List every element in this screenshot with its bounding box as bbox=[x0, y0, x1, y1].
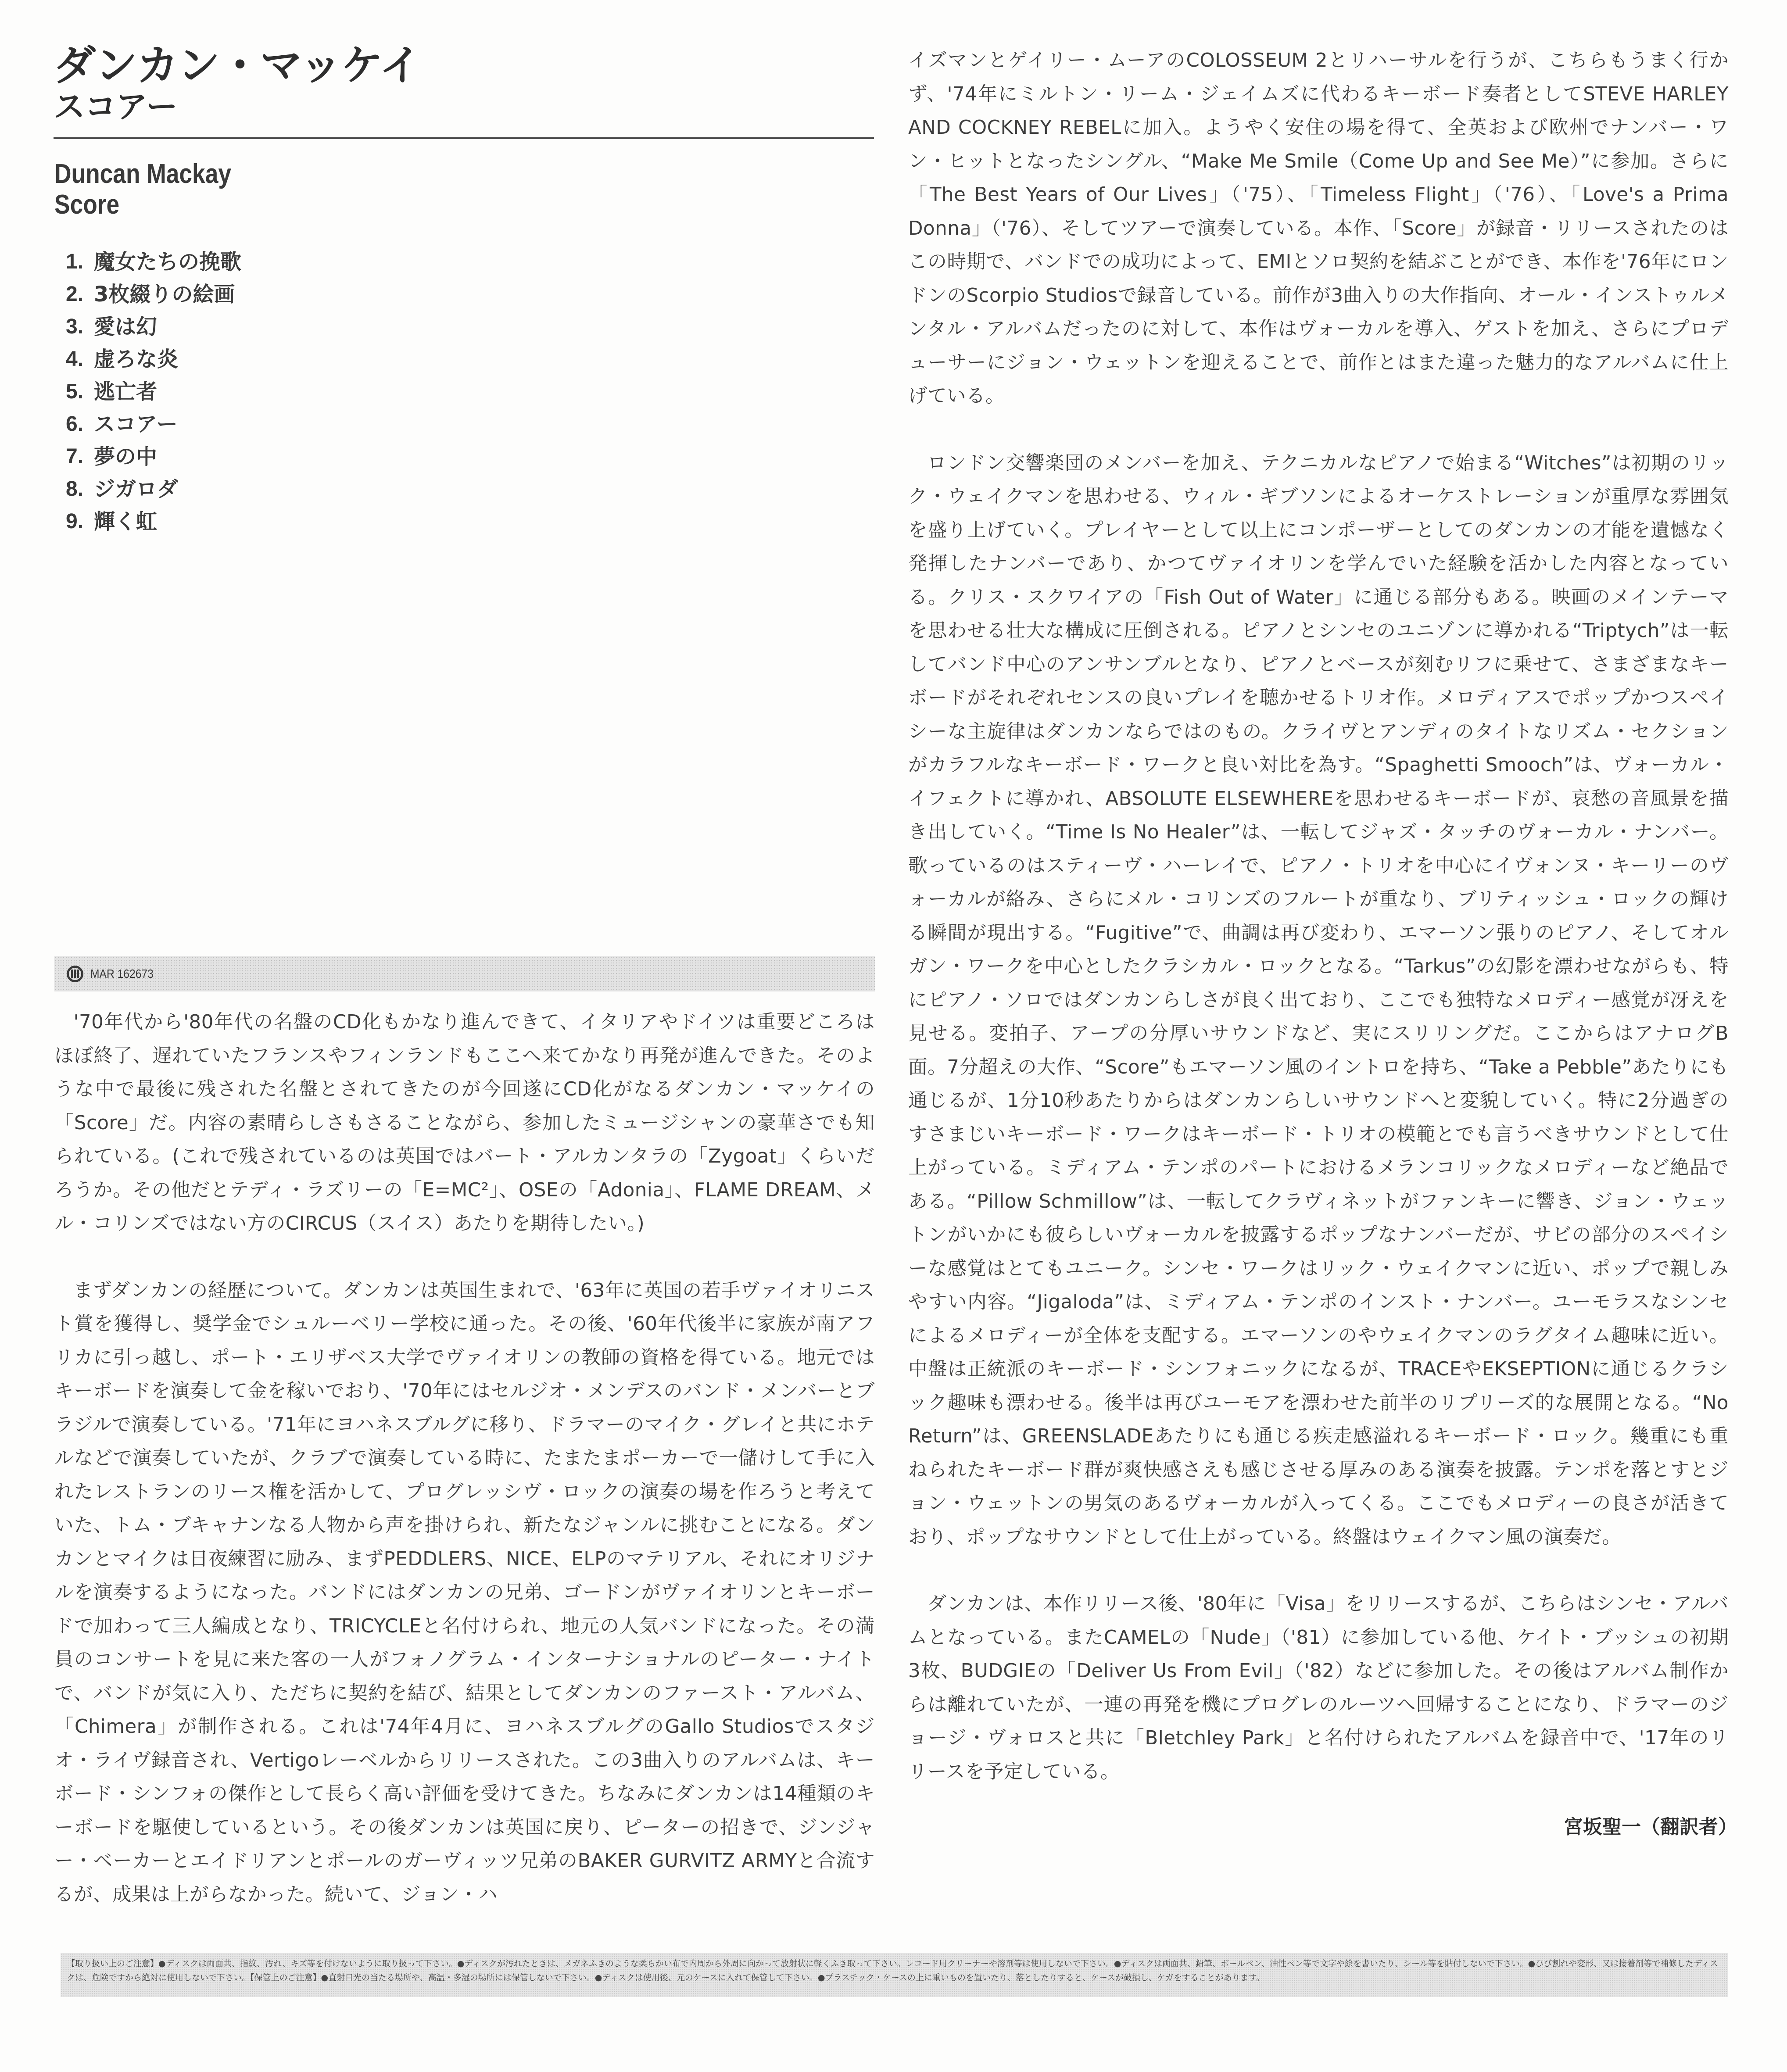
record-label-logo-icon bbox=[67, 966, 83, 982]
track-title: 虚ろな炎 bbox=[94, 347, 179, 372]
liner-paragraph: まずダンカンの経歴について。ダンカンは英国生まれで、'63年に英国の若手ヴァイオリニスト賞を獲得し、奨学金でシュルーベリー学校に通った。その後、'60年代後半に家族が南アフリカに引っ越し、ポート・エリザベス大学でヴァイオリンの教師の資格を得ている。地元ではキーボードを演奏して金を稼いでおり、'70年にはセルジオ・メンデスのバンド・メンバーとブラジルで演奏している。'71年にヨハネスブルグに移り、ドラマーのマイク・グレイと共にホテルなどで演奏していたが、クラブで演奏している時に、たまたまポーカーで一儲けして手に入れたレストランのリース権を活かして、プログレッシヴ・ロックの演奏の場を作ろうと考えていた、トム・ブキャナンなる人物から声を掛けられ、新たなジャンルに挑むことになる。ダンカンとマイクは日夜練習に励み、まずPEDDLERS、NICE、ELPのマテリアル、それにオリジナルを演奏するようになった。バンドにはダンカンの兄弟、ゴードンがヴァイオリンとキーボードで加わって三人編成となり、TRICYCLEと名付けられ、地元の人気バンドになった。その満員のコンサートを見に来た客の一人がフォノグラム・インターナショナルのピーター・ナイトで、バンドが気に入り、ただちに契約を結び、結果としてダンカンのファースト・アルバム、「Chimera」が制作される。これは'74年4月に、ヨハネスブルグのGallo Studiosでスタジオ・ライヴ録音され、Vertigoレーベルからリリースされた。この3曲入りのアルバムは、キーボード・シンフォの傑作として長らく高い評価を受けてきた。ちなみにダンカンは14種類のキーボードを駆使しているという。その後ダンカンは英国に戻り、ピーターの招きで、ジンジャー・ベーカーとエイドリアンとポールのガーヴィッツ兄弟のBAKER GURVITZ ARMYと合流するが、成果は上がらなかった。続いて、ジョン・ハ bbox=[54, 1279, 875, 1906]
track-title: 魔女たちの挽歌 bbox=[94, 250, 242, 274]
track-item bbox=[66, 246, 241, 278]
catalog-bar bbox=[54, 956, 875, 991]
english-title-block bbox=[54, 159, 231, 220]
track-number: 4. bbox=[66, 347, 84, 371]
liner-paragraph: ダンカンは、本作リリース後、'80年に「Visa」をリリースするが、こちらはシンセ・アルバムとなっている。またCAMELの「Nude」（'81）に参加している他、ケイト・ブッシュの初期3枚、BUDGIEの「Deliver Us From Evil」（'82）などに参加した。その後はアルバム制作からは離れていたが、一連の再発を機にプログレのルーツへ回帰することになり、ドラマーのジョージ・ヴォロスと共に「Bletchley Park」と名付けられたアルバムを録音中で、'17年のリリースを予定している。 bbox=[908, 1593, 1729, 1783]
track-item bbox=[66, 343, 241, 376]
artist-title-japanese: ダンカン・マッケイ bbox=[54, 41, 421, 90]
track-item bbox=[66, 473, 241, 505]
track-item bbox=[66, 408, 241, 440]
track-title: 3枚綴りの絵画 bbox=[94, 282, 235, 307]
track-item bbox=[66, 440, 241, 473]
liner-notes-right-column bbox=[908, 44, 1729, 1789]
track-title: 夢の中 bbox=[94, 444, 158, 469]
track-number: 3. bbox=[66, 315, 84, 338]
liner-notes-left-column bbox=[54, 1006, 875, 1911]
track-number: 8. bbox=[66, 477, 84, 501]
track-item bbox=[66, 505, 241, 538]
handling-notice-bar bbox=[61, 1953, 1728, 1997]
tracklist bbox=[66, 246, 241, 538]
track-title: 輝く虹 bbox=[94, 509, 158, 534]
catalog-number: MAR 162673 bbox=[90, 967, 154, 981]
track-title: 逃亡者 bbox=[94, 379, 158, 404]
liner-paragraph: ロンドン交響楽団のメンバーを加え、テクニカルなピアノで始まる“Witches”は初期のリック・ウェイクマンを思わせる、ウィル・ギブソンによるオーケストレーションが重厚な雰囲気を盛り上げていく。プレイヤーとして以上にコンポーザーとしてのダンカンの才能を遺憾なく発揮したナンバーであり、かつてヴァイオリンを学んでいた経験を活かした内容となっている。クリス・スクワイアの「Fish Out of Water」に通じる部分もある。映画のメインテーマを思わせる壮大な構成に圧倒される。ピアノとシンセのユニゾンに導かれる“Triptych”は一転してバンド中心のアンサンブルとなり、ピアノとベースが刻むリフに乗せて、さまざまなキーボードがそれぞれセンスの良いプレイを聴かせるトリオ作。メロディアスでポップかつスペイシーな主旋律はダンカンならではのもの。クライヴとアンディのタイトなリズム・セクションがカラフルなキーボード・ワークと良い対比を為す。“Spaghetti Smooch”は、ヴォーカル・イフェクトに導かれ、ABSOLUTE ELSEWHEREを思わせるキーボードが、哀愁の音風景を描き出していく。“Time Is No Healer”は、一転してジャズ・タッチのヴォーカル・ナンバー。歌っているのはスティーヴ・ハーレイで、ピアノ・トリオを中心にイヴォンヌ・キーリーのヴォーカルが絡み、さらにメル・コリンズのフルートが重なり、ブリティッシュ・ロックの輝ける瞬間が現出する。“Fugitive”で、曲調は再び変わり、エマーソン張りのピアノ、そしてオルガン・ワークを中心としたクラシカル・ロックとなる。“Tarkus”の幻影を漂わせながらも、特にピアノ・ソロではダンカンらしさが良く出ており、ここでも独特なメロディー感覚が冴えを見せる。変拍子、アープの分厚いサウンドなど、実にスリリングだ。ここからはアナログB面。7分超えの大作、“Score”もエマーソン風のイントロを持ち、“Take a Pebble”あたりにも通じるが、1分10秒あたりからはダンカンらしいサウンドへと変貌していく。特に2分過ぎのすさまじいキーボード・ワークはキーボード・トリオの模範とでも言うべきサウンドとして仕上がっている。ミディアム・テンポのパートにおけるメランコリックなメロディーなど絶品である。“Pillow Schmillow”は、一転してクラヴィネットがファンキーに響き、ジョン・ウェットンがいかにも彼らしいヴォーカルを披露するポップなナンバーだが、サビの部分のスペイシーな感覚はとてもユニーク。シンセ・ワークはリック・ウェイクマンに近い、ポップで親しみやすい内容。“Jigaloda”は、ミディアム・テンポのインスト・ナンバー。ユーモラスなシンセによるメロディーが全体を支配する。エマーソンのやウェイクマンのラグタイム趣味に近い。中盤は正統派のキーボード・シンフォニックになるが、TRACEやEKSEPTIONに通じるクラシック趣味も漂わせる。後半は再びユーモアを漂わせた前半のリプリーズ的な展開となる。“No Return”は、GREENSLADEあたりにも通じる疾走感溢れるキーボード・ロック。幾重にも重ねられたキーボード群が爽快感さえも感じさせる厚みのある演奏を披露。テンポを落とすとジョン・ウェットンの男気のあるヴォーカルが入ってくる。ここでもメロディーの良さが活きており、ポップなサウンドとして仕上がっている。終盤はウェイクマン風の演奏だ。 bbox=[908, 452, 1729, 1548]
track-number: 2. bbox=[66, 283, 84, 306]
liner-paragraph: イズマンとゲイリー・ムーアのCOLOSSEUM 2とリハーサルを行うが、こちらもうまく行かず、'74年にミルトン・リーム・ジェイムズに代わるキーボード奏者としてSTEVE HARLEY AND COCKNEY REBELに加入。ようやく安住の場を得て、全英および欧州でナンバー・ワン・ヒットとなったシングル、“Make Me Smile（Come Up and See Me）”に参加。さらに「The Best Years of Our Lives」（'75）、「Timeless Flight」（'76）、「Love's a Prima Donna」（'76）、そしてツアーで演奏している。本作、「Score」が録音・リリースされたのはこの時期で、バンドでの成功によって、EMIとソロ契約を結ぶことができ、本作を'76年にロンドンのScorpio Studiosで録音している。前作が3曲入りの大作指向、オール・インストゥルメンタル・アルバムだったのに対して、本作はヴォーカルを導入、ゲストを加え、さらにプロデューサーにジョン・ウェットンを迎えることで、前作とはまた違った魅力的なアルバムに仕上げている。 bbox=[908, 50, 1729, 407]
track-number: 1. bbox=[66, 250, 84, 273]
album-title-japanese: スコアー bbox=[54, 88, 177, 125]
track-number: 7. bbox=[66, 445, 84, 468]
translator-credit: 宮坂聖一（翻訳者） bbox=[1564, 1816, 1737, 1838]
track-title: 愛は幻 bbox=[94, 315, 158, 339]
track-item bbox=[66, 311, 241, 343]
liner-paragraph: '70年代から'80年代の名盤のCD化もかなり進んできて、イタリアやドイツは重要どころはほぼ終了、遅れていたフランスやフィンランドもここへ来てかなり再発が進んできた。そのような中で最後に残された名盤とされてきたのが今回遂にCD化がなるダンカン・マッケイの「Score」だ。内容の素晴らしさもさることながら、参加したミュージシャンの豪華さでも知られている。(これで残されているのは英国ではバート・アルカンタラの「Zygoat」くらいだろうか。その他だとテディ・ラズリーの「E=MC²」、OSEの「Adonia」、FLAME DREAM、メル・コリンズではない方のCIRCUS（スイス）あたりを期待したい。) bbox=[54, 1011, 875, 1235]
track-number: 9. bbox=[66, 510, 84, 533]
handling-notice-text: 【取り扱い上のご注意】●ディスクは両面共、指紋、汚れ、キズ等を付けないように取り扱って下さい。●ディスクが汚れたときは、メガネふきのような柔らかい布で内周から外周に向かって放射状に軽くふき取って下さい。レコード用クリーナーや溶剤等は使用しないで下さい。●ディスクは両面共、鉛筆、ボールペン、油性ペン等で文字や絵を書いたり、シール等を貼付しないで下さい。●ひび割れや変形、又は接着剤等で補修したディスクは、危険ですから絶対に使用しないで下さい。【保管上のご注意】●直射日光の当たる場所や、高温・多湿の場所には保管しないで下さい。●ディスクは使用後、元のケースに入れて保管して下さい。●プラスチック・ケースの上に重いものを置いたり、落としたりすると、ケースが破損し、ケガをすることがあります。 bbox=[67, 1959, 1718, 1983]
track-title: スコアー bbox=[94, 412, 178, 437]
track-number: 5. bbox=[66, 380, 84, 403]
track-item bbox=[66, 278, 241, 311]
track-title: ジガロダ bbox=[94, 477, 179, 501]
artist-name-english: Duncan Mackay bbox=[54, 159, 232, 189]
album-header bbox=[54, 42, 874, 139]
album-name-english: Score bbox=[54, 190, 120, 220]
header-divider bbox=[54, 137, 874, 139]
track-number: 6. bbox=[66, 412, 84, 436]
track-item bbox=[66, 376, 241, 408]
